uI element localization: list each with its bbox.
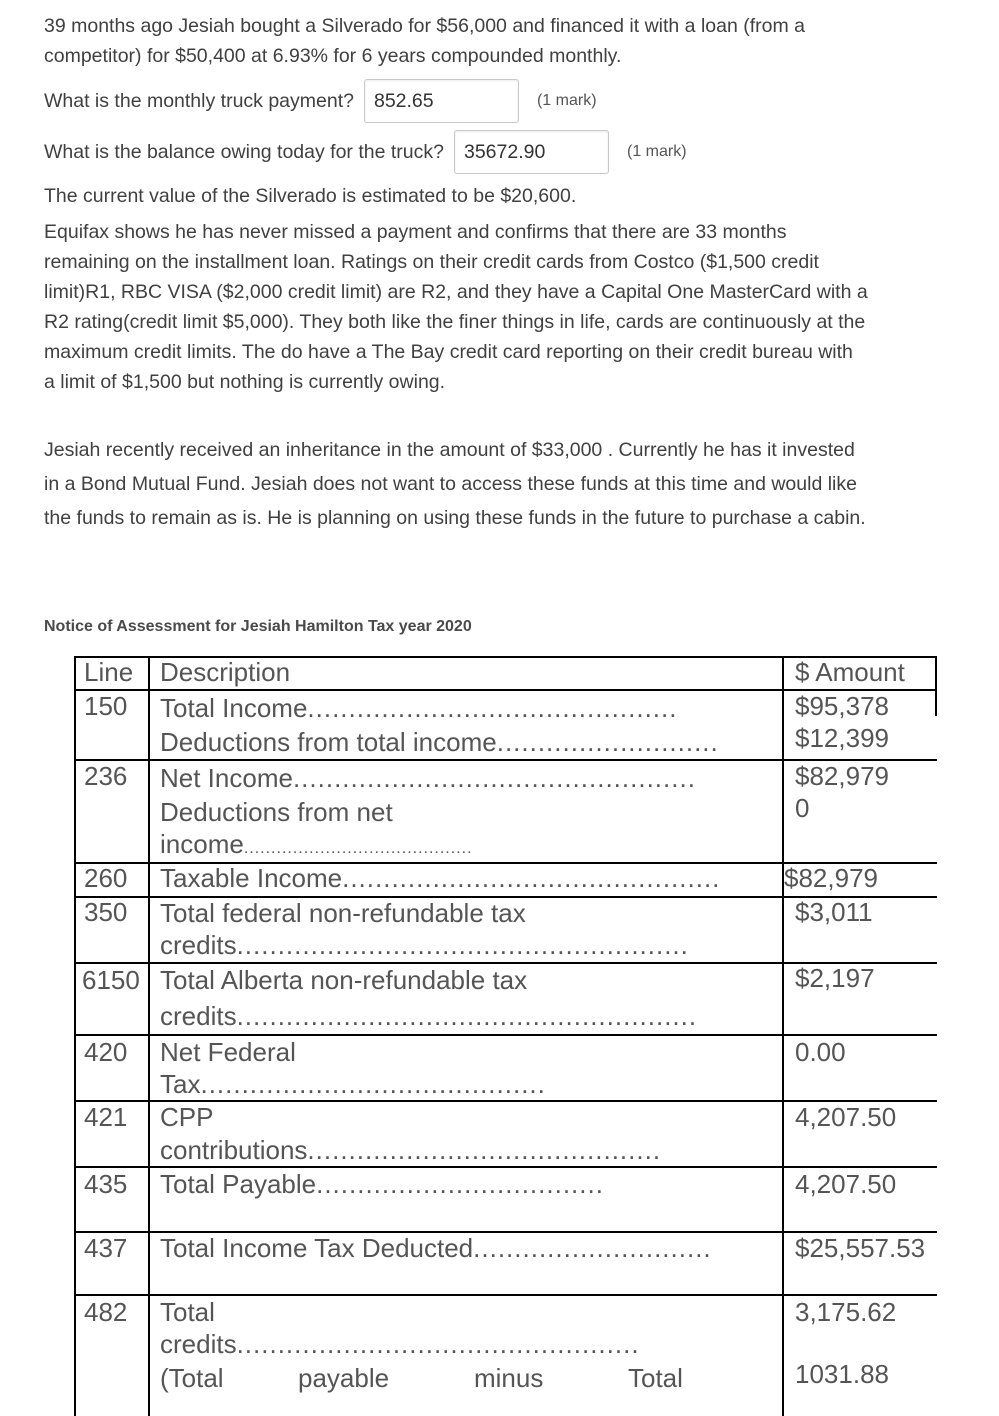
intro-text: 39 months ago Jesiah bought a Silverado for $56,000 and financed it with a loan (from a competitor) for $50,400 at 6.93% for 6 years compounded monthly. bbox=[44, 15, 805, 67]
noa-title: Notice of Assessment for Jesiah Hamilton Tax year 2020 bbox=[44, 618, 472, 635]
row-description: Total Alberta non-refundable tax bbox=[160, 965, 528, 995]
row-amount: 4,207.50 bbox=[795, 1169, 897, 1199]
header-description: Description bbox=[160, 657, 291, 687]
line-number: 236 bbox=[84, 761, 128, 791]
row-description: Total bbox=[160, 1297, 215, 1327]
row-description: credits........................................................ bbox=[160, 1001, 698, 1031]
row-description: payable bbox=[298, 1363, 390, 1393]
equifax-text: Equifax shows he has never missed a payment and confirms that there are 33 months remaining on the installment loan. Ratings on their credit cards from Costco ($1,500 credit limit)R1, RBC VISA ($2,000 credit limit) are R2, and they have a Capital One MasterCard with a R2 rating(credit limit $5,000). They both like the finer things in life, cards are continuously at the maximum credit limits. The do have a The Bay credit card reporting on their credit bureau with a limit of $1,500 but nothing is currently owing. bbox=[44, 221, 868, 393]
row-amount: $82,979 bbox=[795, 761, 889, 791]
row-amount: 0.00 bbox=[795, 1037, 846, 1067]
mark-label: (1 mark) bbox=[536, 92, 597, 109]
question-label: What is the monthly truck payment? bbox=[44, 89, 354, 112]
line-number: 420 bbox=[84, 1037, 128, 1067]
row-amount: 4,207.50 bbox=[795, 1102, 897, 1132]
row-description: contributions........................................... bbox=[160, 1135, 662, 1165]
line-number: 260 bbox=[84, 863, 128, 893]
row-description: Total bbox=[628, 1363, 683, 1393]
row-description: Taxable Income.............................................. bbox=[160, 863, 721, 893]
line-number: 482 bbox=[84, 1297, 128, 1327]
row-description: credits................................................. bbox=[160, 1329, 640, 1359]
line-number: 6150 bbox=[82, 965, 140, 995]
line-number: 150 bbox=[84, 691, 128, 721]
table-border bbox=[935, 656, 937, 716]
row-amount: 1031.88 bbox=[795, 1359, 889, 1389]
table-border bbox=[148, 656, 150, 1416]
row-amount: $95,378 bbox=[795, 691, 889, 721]
row-description: Net Income................................................. bbox=[160, 763, 696, 793]
inheritance-text: Jesiah recently received an inheritance in the amount of $33,000 . Currently he has it invested in a Bond Mutual Fund. Jesiah does not want to access these funds at this time and would like the funds to remain as is. He is planning on using these funds in the future to purchase a cabin. bbox=[44, 439, 866, 529]
row-description: minus bbox=[474, 1363, 544, 1393]
line-number: 435 bbox=[84, 1169, 128, 1199]
row-description: (Total bbox=[160, 1363, 224, 1393]
line-number: 350 bbox=[84, 897, 128, 927]
row-amount: $2,197 bbox=[795, 963, 875, 993]
row-description: Tax.......................................... bbox=[160, 1069, 546, 1099]
row-description: Total Payable................................... bbox=[160, 1169, 604, 1199]
notice-of-assessment-table bbox=[74, 656, 937, 1416]
question-monthly-payment bbox=[44, 79, 597, 123]
row-amount: $25,557.53 bbox=[795, 1233, 926, 1263]
header-line: Line bbox=[84, 657, 134, 687]
row-amount: $12,399 bbox=[795, 723, 889, 753]
current-value-text: The current value of the Silverado is estimated to be $20,600. bbox=[44, 185, 577, 207]
mark-label: (1 mark) bbox=[626, 143, 687, 160]
row-description: credits....................................................... bbox=[160, 930, 689, 960]
table-border bbox=[74, 656, 76, 1416]
table-border bbox=[782, 656, 784, 1416]
row-description: Net Federal bbox=[160, 1037, 296, 1067]
line-number: 421 bbox=[84, 1102, 128, 1132]
row-amount: $82,979 bbox=[784, 863, 878, 893]
row-description: Deductions from net bbox=[160, 797, 393, 827]
row-description: Total federal non-refundable tax bbox=[160, 898, 526, 928]
balance-owing-input[interactable]: 35672.90 bbox=[454, 130, 609, 174]
row-description: income.......................................... bbox=[160, 829, 473, 859]
question-label: What is the balance owing today for the truck? bbox=[44, 140, 444, 163]
question-balance-owing bbox=[44, 130, 687, 174]
row-description: Deductions from total income........................... bbox=[160, 727, 719, 757]
line-number: 437 bbox=[84, 1233, 128, 1263]
row-amount: 0 bbox=[795, 793, 810, 823]
row-description: Total Income Tax Deducted............................. bbox=[160, 1233, 712, 1263]
monthly-payment-input[interactable]: 852.65 bbox=[364, 79, 519, 123]
row-description: Total Income............................................. bbox=[160, 693, 678, 723]
row-description: CPP bbox=[160, 1102, 214, 1132]
row-amount: 3,175.62 bbox=[795, 1297, 897, 1327]
header-amount: $ Amount bbox=[795, 657, 905, 687]
row-amount: $3,011 bbox=[795, 897, 873, 927]
